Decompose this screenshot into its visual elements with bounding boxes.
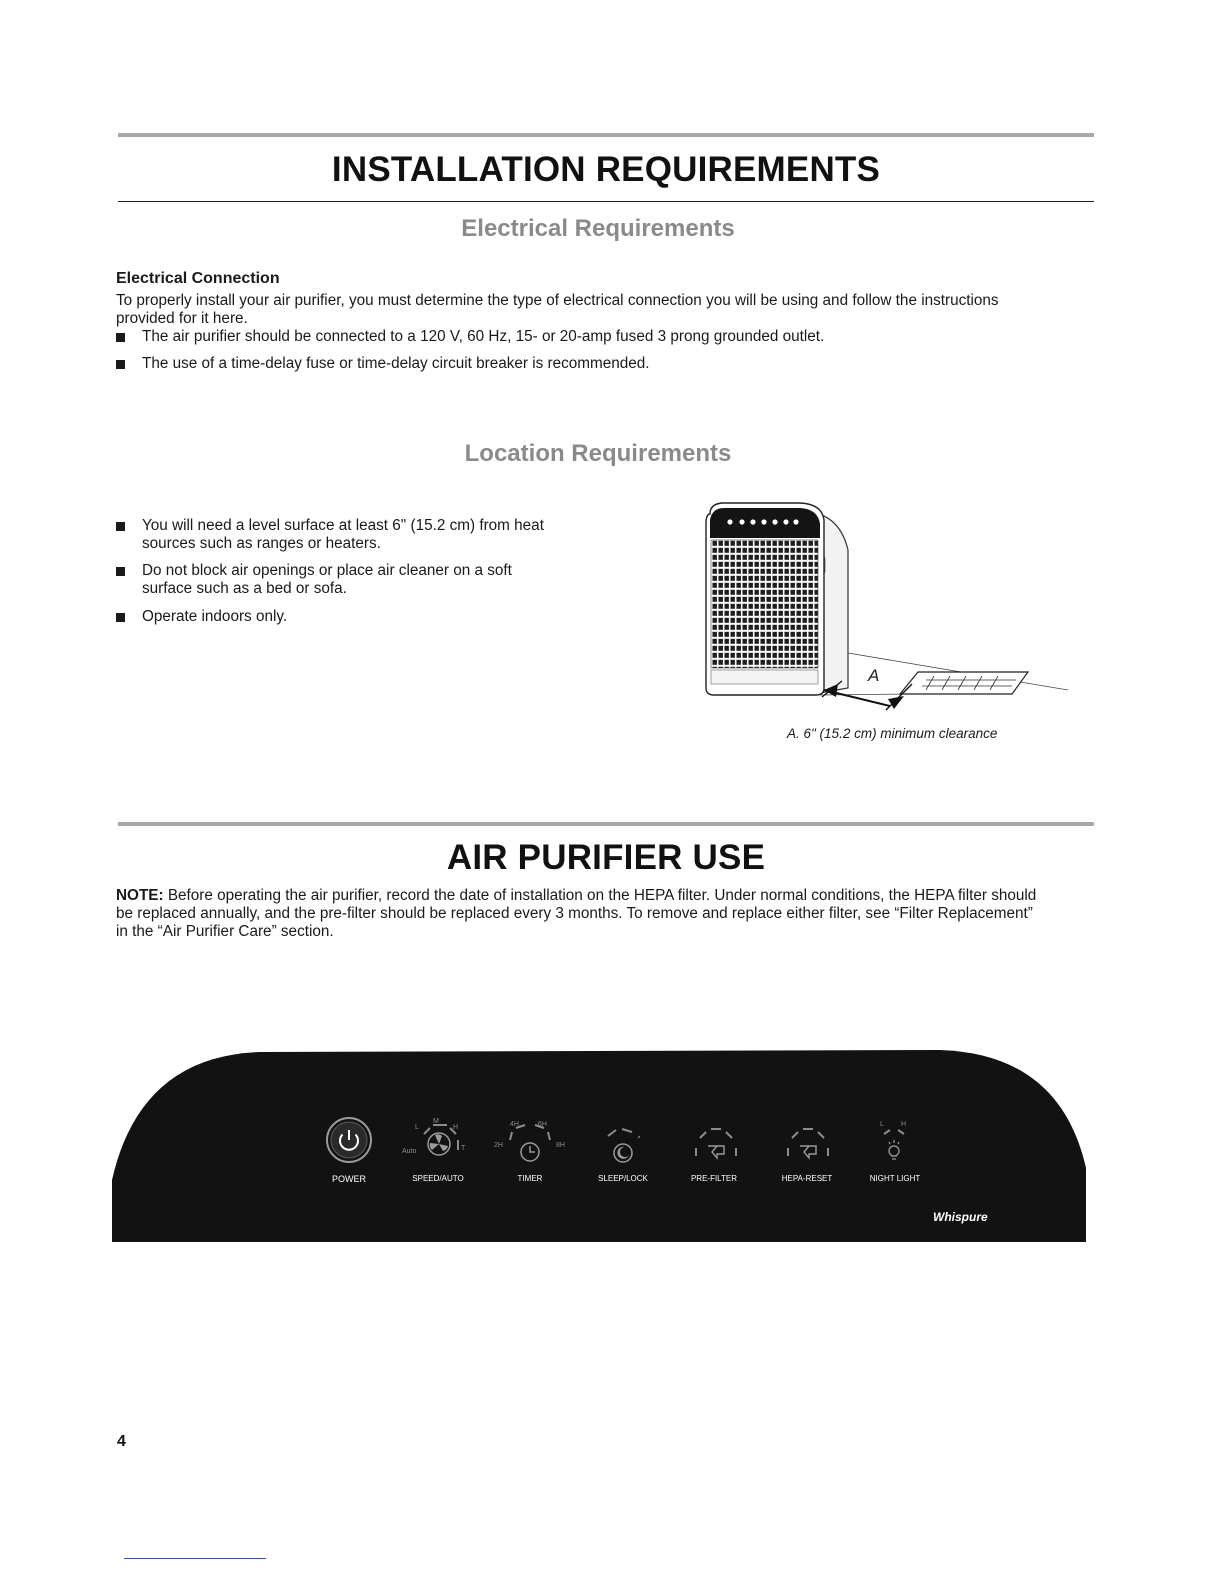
power-label: POWER [331, 1174, 366, 1184]
section-top-rule [118, 822, 1094, 826]
night-light-bulb-icon [872, 1120, 916, 1166]
fan-speed-icon [402, 1116, 478, 1166]
sleep-lock-label: SLEEP/LOCK [598, 1174, 648, 1183]
hepa-reset-icon [782, 1124, 832, 1164]
note-label: NOTE: [116, 887, 164, 904]
footer-link-underline[interactable] [124, 1558, 266, 1559]
bullet-icon [116, 567, 125, 576]
brand-logo: Whispure [933, 1210, 988, 1224]
note-paragraph [116, 887, 1106, 941]
electrical-bullet-1: The air purifier should be connected to a 120 V, 60 Hz, 15- or 20-amp fused 3 prong grounded outlet. [142, 328, 825, 345]
purifier-clearance-illustration [700, 498, 1080, 713]
light-low-indicator: L [880, 1121, 884, 1128]
list-item [116, 608, 287, 626]
location-bullet-3: Operate indoors only. [142, 608, 288, 625]
timer-4h-indicator: 4H [510, 1121, 519, 1128]
speed-low-indicator: L [415, 1124, 419, 1131]
electrical-heading: Electrical Requirements [461, 215, 735, 242]
night-light-label: NIGHT LIGHT [869, 1174, 921, 1183]
timer-8h-indicator: 8H [556, 1142, 565, 1149]
pre-filter-label: PRE-FILTER [690, 1174, 738, 1183]
timer-label: TIMER [517, 1174, 543, 1183]
timer-clock-icon [492, 1116, 568, 1166]
electrical-intro-line1: To properly install your air purifier, you must determine the type of electrical connection you will be using and follow the instructions [116, 292, 999, 309]
speed-auto-label: SPEED/AUTO [412, 1174, 464, 1183]
location-heading: Location Requirements [464, 440, 732, 467]
timer-6h-indicator: 6H [538, 1121, 547, 1128]
light-high-indicator: H [901, 1121, 907, 1128]
bullet-icon [116, 613, 125, 622]
bullet-icon [116, 360, 125, 369]
figure-caption: A. 6" (15.2 cm) minimum clearance [787, 726, 998, 741]
power-icon [325, 1116, 373, 1164]
hepa-reset-label: HEPA-RESET [781, 1174, 833, 1183]
pre-filter-reset-icon [690, 1124, 740, 1164]
speed-auto-indicator: Auto [402, 1148, 417, 1155]
location-bullet-2: Do not block air openings or place air cleaner on a soft surface such as a bed or sofa. [142, 562, 512, 597]
note-line1: Before operating the air purifier, record the date of installation on the HEPA filter. Under normal conditions, the HEPA filter should [163, 887, 1037, 904]
bullet-icon [116, 333, 125, 342]
speed-turbo-indicator: T [461, 1145, 466, 1152]
note-line3: in the “Air Purifier Care” section. [116, 923, 334, 940]
section-top-rule [118, 133, 1094, 137]
installation-title: INSTALLATION REQUIREMENTS [331, 150, 881, 189]
sleep-lock-icon [598, 1120, 648, 1166]
list-item [116, 562, 512, 598]
section-title-underline [118, 201, 1094, 202]
list-item [116, 355, 650, 373]
electrical-bullet-2: The use of a time-delay fuse or time-delay circuit breaker is recommended. [142, 355, 650, 372]
note-line2: be replaced annually, and the pre-filter should be replaced every 3 months. To remove and replace either filter, see “Filter Replacement” [116, 905, 1033, 922]
speed-medium-indicator: M [433, 1118, 439, 1125]
air-purifier-use-title: AIR PURIFIER USE [446, 838, 766, 877]
electrical-connection-subheading: Electrical Connection [116, 270, 280, 287]
electrical-intro-line2: provided for it here. [116, 310, 248, 327]
location-bullet-1: You will need a level surface at least 6" (15.2 cm) from heat sources such as ranges or heaters. [142, 517, 544, 552]
speed-high-indicator: H [453, 1124, 459, 1131]
list-item [116, 328, 824, 346]
list-item [116, 517, 544, 553]
page-number: 4 [117, 1433, 126, 1450]
timer-2h-indicator: 2H [494, 1142, 503, 1149]
bullet-icon [116, 522, 125, 531]
clearance-label-a: A [868, 666, 880, 685]
